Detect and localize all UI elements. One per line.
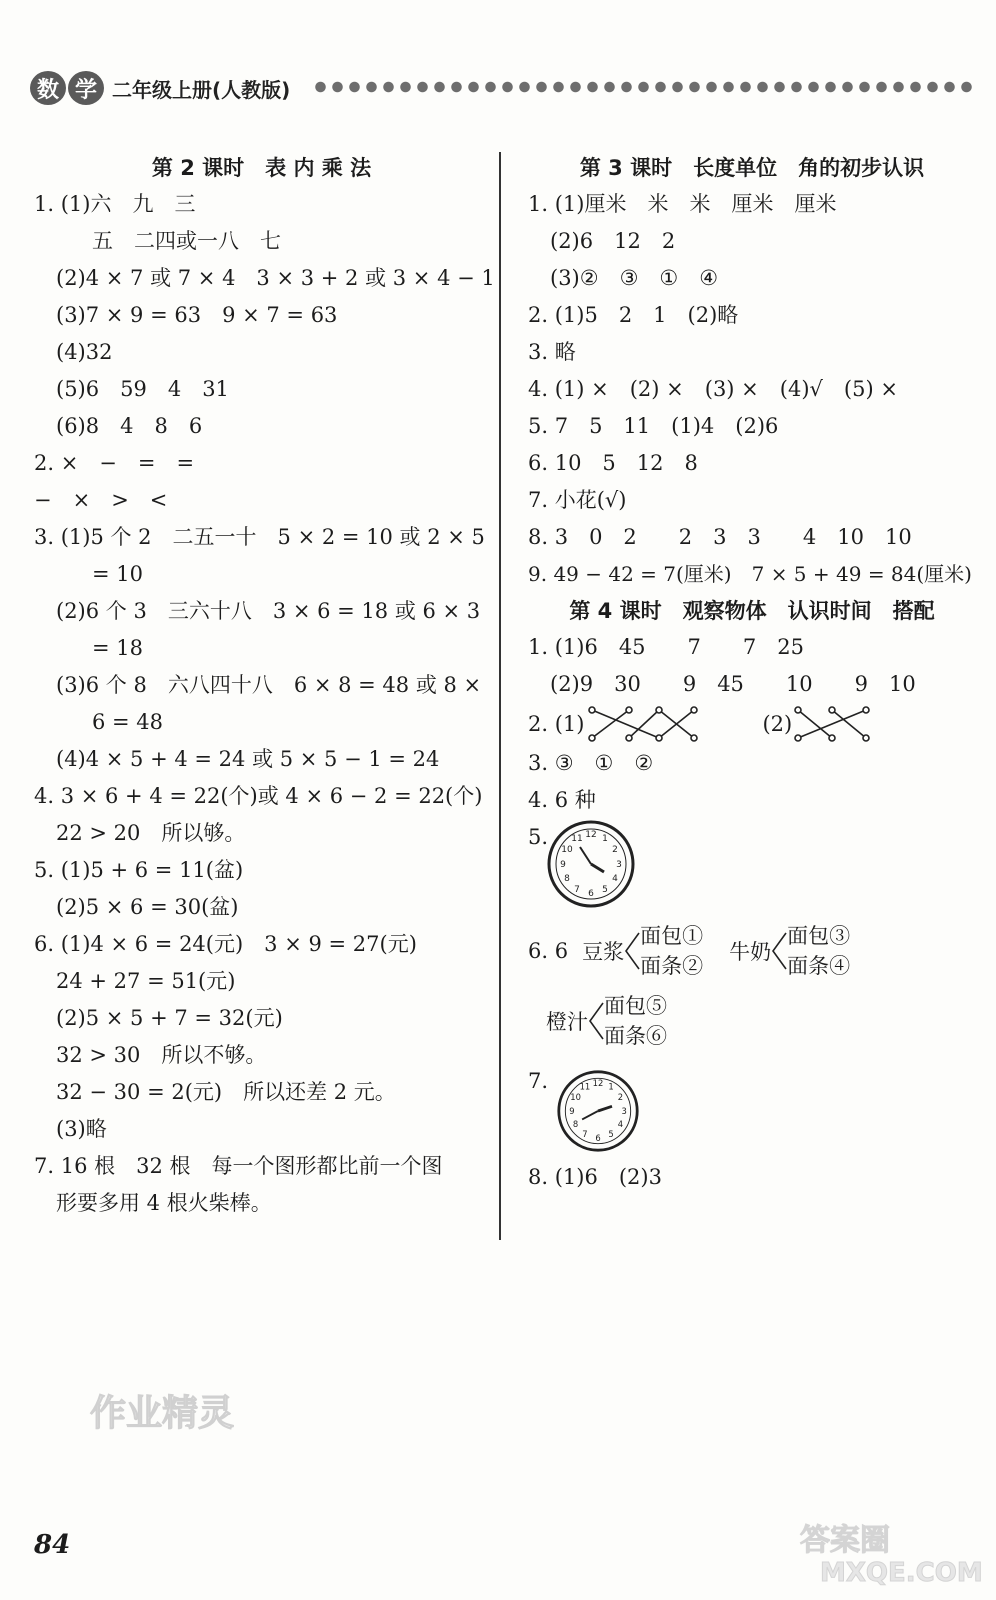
- answer-line: 7. 小花(√): [528, 488, 627, 512]
- svg-text:12: 12: [585, 830, 597, 840]
- svg-text:11: 11: [579, 1081, 591, 1092]
- clock-answer-5: [528, 819, 976, 911]
- svg-text:2: 2: [617, 1091, 624, 1102]
- svg-text:10: 10: [570, 1091, 581, 1102]
- answer-line: 2. × − = =: [34, 451, 195, 475]
- answer-line: 6. (1)4 × 6 = 24(元) 3 × 9 = 27(元): [34, 932, 417, 956]
- combo-group-2: [729, 921, 850, 981]
- answer-line: (4)4 × 5 + 4 = 24 或 5 × 5 − 1 = 24: [56, 747, 440, 771]
- answer-line: 9. 49 − 42 = 7(厘米) 7 × 5 + 49 = 84(厘米): [528, 562, 972, 586]
- left-column: [34, 150, 495, 1222]
- svg-text:1: 1: [608, 1081, 614, 1092]
- answer-line: 32 − 30 = 2(元) 所以还差 2 元。: [56, 1080, 396, 1104]
- combo-drink: 牛奶: [729, 940, 772, 964]
- svg-text:6: 6: [595, 1132, 601, 1143]
- answer-line: 5. (1)5 + 6 = 11(盆): [34, 858, 244, 882]
- svg-text:8: 8: [572, 1118, 579, 1129]
- answer-line: 五 二四或一八 七: [92, 229, 281, 253]
- answer-line: 1. (1)厘米 米 米 厘米 厘米: [528, 192, 837, 216]
- branch-icon: [624, 929, 640, 973]
- matching-answer: [528, 703, 976, 745]
- header-dotted-rule: [312, 80, 972, 94]
- branch-icon: [771, 929, 787, 973]
- answer-line: 4. (1) × (2) × (3) × (4)√ (5) ×: [528, 377, 898, 401]
- svg-text:1: 1: [602, 834, 608, 844]
- svg-text:3: 3: [621, 1105, 627, 1116]
- matching-lines-1-icon: [584, 704, 704, 744]
- answer-line: 6. 10 5 12 8: [528, 451, 698, 475]
- watermark: 作业精灵: [90, 1393, 235, 1434]
- page-header: [30, 68, 290, 108]
- section-title-lesson-2: 第 2 课时 表 内 乘 法: [151, 156, 372, 180]
- matching-lines-2-icon: [792, 704, 872, 744]
- answer-line: 2. (1)5 2 1 (2)略: [528, 303, 739, 327]
- answer-line: 22 > 20 所以够。: [56, 821, 246, 845]
- answer-line: 1. (1)6 45 7 7 25: [528, 635, 804, 659]
- answer-line: 24 + 27 = 51(元): [56, 969, 236, 993]
- svg-text:12: 12: [592, 1077, 604, 1088]
- watermark-site-1: 答案圈: [800, 1523, 890, 1558]
- svg-text:6: 6: [588, 889, 594, 899]
- svg-text:5: 5: [602, 885, 608, 895]
- svg-text:11: 11: [571, 834, 583, 844]
- combo-option: 面包⑤: [604, 994, 667, 1018]
- svg-text:7: 7: [582, 1129, 588, 1140]
- answer-line: (2)4 × 7 或 7 × 4 3 × 3 + 2 或 3 × 4 − 1: [56, 266, 495, 290]
- combo-answer-6: [528, 919, 976, 983]
- clock-icon: [546, 819, 636, 909]
- answer-line: 8. 3 0 2 2 3 3 4 10 10: [528, 525, 912, 549]
- answer-line: − × > <: [34, 488, 168, 512]
- answer-line: = 18: [92, 636, 143, 660]
- combo-drink: 豆浆: [582, 940, 625, 964]
- answer-line: 3. ③ ① ②: [528, 751, 654, 775]
- answer-line: (2)6 12 2: [550, 229, 676, 253]
- combo-group-1: [582, 921, 703, 981]
- combo-option: 面包①: [640, 924, 704, 948]
- answer-label: (2): [762, 711, 793, 736]
- answer-line: (2)5 × 5 + 7 = 32(元): [56, 1006, 283, 1030]
- watermark-site-2: MXQE.COM: [820, 1558, 983, 1588]
- answer-line: (6)8 4 8 6: [56, 414, 203, 438]
- column-divider: [499, 152, 501, 1240]
- svg-text:4: 4: [617, 1118, 624, 1129]
- answer-line: (3)7 × 9 = 63 9 × 7 = 63: [56, 303, 338, 327]
- combo-group-3: [546, 991, 667, 1051]
- svg-text:5: 5: [608, 1129, 614, 1140]
- book-title: 二年级上册(人教版): [112, 77, 291, 102]
- answer-line: 6 = 48: [92, 710, 164, 734]
- answer-line: (3)② ③ ① ④: [550, 266, 719, 290]
- subject-char-2: 学: [68, 71, 104, 105]
- branch-icon: [588, 999, 604, 1043]
- answer-line: 32 > 30 所以不够。: [56, 1043, 267, 1067]
- answer-line: (2)6 个 3 三六十八 3 × 6 = 18 或 6 × 3: [56, 599, 481, 623]
- answer-line: 5. 7 5 11 (1)4 (2)6: [528, 414, 779, 438]
- answer-line: 3. 略: [528, 340, 576, 364]
- svg-text:2: 2: [612, 845, 618, 855]
- section-title-lesson-4: 第 4 课时 观察物体 认识时间 搭配: [569, 599, 935, 623]
- svg-text:8: 8: [564, 874, 570, 884]
- combo-option: 面条④: [787, 954, 851, 978]
- clock-icon: [556, 1069, 640, 1153]
- answer-line: 8. (1)6 (2)3: [528, 1165, 662, 1189]
- combo-option: 面包③: [787, 924, 851, 948]
- answer-line: 1. (1)六 九 三: [34, 192, 196, 216]
- answer-line: (2)5 × 6 = 30(盆): [56, 895, 239, 919]
- combo-answer-6-row2: [528, 989, 976, 1053]
- answer-line: 3. (1)5 个 2 二五一十 5 × 2 = 10 或 2 × 5: [34, 525, 485, 549]
- answer-line: = 10: [92, 562, 143, 586]
- subject-char-1: 数: [30, 71, 66, 105]
- answer-label: 7.: [528, 1069, 549, 1093]
- answer-label: 6. 6: [528, 938, 569, 963]
- answer-line: (4)32: [56, 340, 113, 364]
- svg-text:9: 9: [569, 1105, 575, 1116]
- combo-option: 面条⑥: [604, 1024, 667, 1048]
- svg-text:10: 10: [561, 845, 573, 855]
- subject-badge: [30, 71, 104, 105]
- answer-line: 形要多用 4 根火柴棒。: [56, 1191, 272, 1215]
- answer-line: (3)略: [56, 1117, 107, 1141]
- answer-line: 7. 16 根 32 根 每一个图形都比前一个图: [34, 1154, 443, 1178]
- svg-text:9: 9: [560, 860, 566, 870]
- combo-drink: 橙汁: [546, 1010, 588, 1034]
- answer-line: (2)9 30 9 45 10 9 10: [550, 672, 916, 696]
- right-column: [528, 150, 976, 1196]
- answer-line: (3)6 个 8 六八四十八 6 × 8 = 48 或 8 ×: [56, 673, 482, 697]
- clock-answer-7: [528, 1063, 976, 1155]
- svg-text:7: 7: [574, 885, 580, 895]
- combo-option: 面条②: [640, 954, 704, 978]
- answer-label: 5.: [528, 825, 549, 849]
- svg-text:4: 4: [612, 874, 618, 884]
- answer-line: 4. 6 种: [528, 788, 596, 812]
- answer-line: (5)6 59 4 31: [56, 377, 229, 401]
- page-number: 84: [34, 1530, 71, 1560]
- answer-label: 2. (1): [528, 711, 585, 736]
- section-title-lesson-3: 第 3 课时 长度单位 角的初步认识: [579, 156, 925, 180]
- answer-line: 4. 3 × 6 + 4 = 22(个)或 4 × 6 − 2 = 22(个): [34, 784, 483, 808]
- svg-text:3: 3: [616, 860, 622, 870]
